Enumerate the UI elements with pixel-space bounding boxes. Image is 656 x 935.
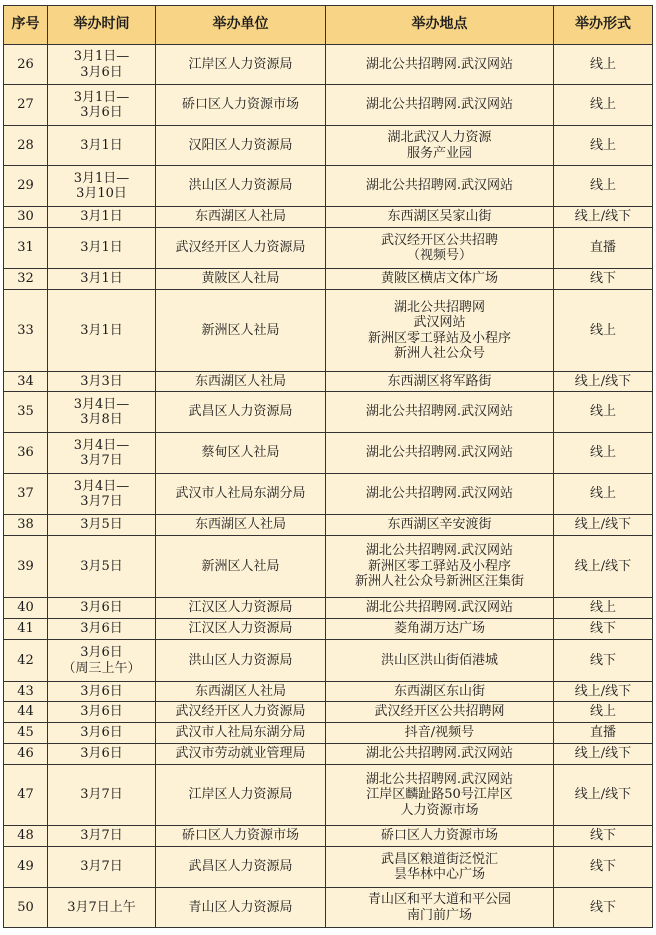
header-row	[4, 6, 653, 45]
cell-format: 线下	[554, 826, 653, 847]
cell-location: 武昌区粮道街泛悦汇 昙华林中心广场	[326, 847, 554, 888]
cell-time: 3月5日	[48, 515, 156, 536]
cell-number: 28	[4, 126, 48, 166]
cell-number: 41	[4, 619, 48, 640]
cell-time: 3月4日— 3月8日	[48, 392, 156, 433]
table-row	[4, 598, 653, 619]
cell-location: 湖北公共招聘网 武汉网站 新洲区零工驿站及小程序 新洲人社公众号	[326, 290, 554, 372]
cell-number: 36	[4, 433, 48, 474]
cell-time: 3月7日	[48, 847, 156, 888]
table-row	[4, 619, 653, 640]
cell-location: 东西湖区东山街	[326, 682, 554, 702]
cell-number: 30	[4, 207, 48, 228]
table-row	[4, 847, 653, 888]
cell-format: 线上	[554, 166, 653, 207]
table-row	[4, 433, 653, 474]
cell-format: 直播	[554, 228, 653, 269]
cell-organizer: 江汉区人力资源局	[156, 598, 326, 619]
cell-format: 线上	[554, 392, 653, 433]
cell-format: 线上/线下	[554, 207, 653, 228]
cell-organizer: 青山区人力资源局	[156, 888, 326, 928]
cell-number: 45	[4, 723, 48, 744]
table-row	[4, 126, 653, 166]
cell-format: 线上	[554, 474, 653, 515]
cell-time: 3月3日	[48, 372, 156, 392]
table-row	[4, 826, 653, 847]
cell-time: 3月6日	[48, 598, 156, 619]
cell-format: 线上/线下	[554, 372, 653, 392]
cell-format: 线上/线下	[554, 744, 653, 765]
cell-format: 线上	[554, 85, 653, 126]
cell-format: 线上/线下	[554, 515, 653, 536]
cell-format: 线上	[554, 45, 653, 85]
cell-organizer: 武汉经开区人力资源局	[156, 702, 326, 723]
cell-time: 3月5日	[48, 536, 156, 598]
cell-location: 湖北公共招聘网.武汉网站	[326, 433, 554, 474]
header-time: 举办时间	[48, 6, 156, 45]
cell-format: 线上	[554, 702, 653, 723]
cell-location: 抖音/视频号	[326, 723, 554, 744]
cell-time: 3月1日	[48, 126, 156, 166]
cell-number: 44	[4, 702, 48, 723]
cell-organizer: 黄陂区人社局	[156, 269, 326, 290]
cell-format: 线上/线下	[554, 682, 653, 702]
cell-location: 湖北公共招聘网.武汉网站	[326, 744, 554, 765]
cell-location: 湖北公共招聘网.武汉网站	[326, 45, 554, 85]
cell-format: 线下	[554, 640, 653, 682]
cell-time: 3月1日	[48, 228, 156, 269]
cell-time: 3月1日	[48, 207, 156, 228]
cell-number: 32	[4, 269, 48, 290]
cell-organizer: 武昌区人力资源局	[156, 847, 326, 888]
cell-organizer: 武汉市人社局东湖分局	[156, 723, 326, 744]
cell-location: 青山区和平大道和平公园 南门前广场	[326, 888, 554, 928]
cell-format: 直播	[554, 723, 653, 744]
table-row	[4, 474, 653, 515]
cell-organizer: 江汉区人力资源局	[156, 619, 326, 640]
cell-location: 硚口区人力资源市场	[326, 826, 554, 847]
cell-organizer: 武汉经开区人力资源局	[156, 228, 326, 269]
cell-format: 线上/线下	[554, 765, 653, 826]
cell-location: 湖北公共招聘网.武汉网站	[326, 166, 554, 207]
cell-location: 湖北公共招聘网.武汉网站	[326, 598, 554, 619]
cell-time: 3月1日— 3月10日	[48, 166, 156, 207]
table-header	[4, 6, 653, 45]
cell-format: 线下	[554, 888, 653, 928]
cell-organizer: 新洲区人社局	[156, 536, 326, 598]
cell-format: 线上	[554, 290, 653, 372]
cell-location: 洪山区洪山街佰港城	[326, 640, 554, 682]
table-row	[4, 702, 653, 723]
cell-time: 3月7日	[48, 765, 156, 826]
cell-number: 42	[4, 640, 48, 682]
table-row	[4, 765, 653, 826]
cell-format: 线下	[554, 847, 653, 888]
cell-organizer: 东西湖区人社局	[156, 207, 326, 228]
cell-organizer: 江岸区人力资源局	[156, 45, 326, 85]
cell-location: 东西湖区将军路街	[326, 372, 554, 392]
cell-number: 35	[4, 392, 48, 433]
cell-organizer: 东西湖区人社局	[156, 515, 326, 536]
cell-location: 湖北公共招聘网.武汉网站 江岸区麟趾路50号江岸区 人力资源市场	[326, 765, 554, 826]
table-row	[4, 888, 653, 928]
cell-number: 38	[4, 515, 48, 536]
cell-location: 黄陂区横店文体广场	[326, 269, 554, 290]
cell-number: 40	[4, 598, 48, 619]
cell-format: 线下	[554, 269, 653, 290]
cell-number: 43	[4, 682, 48, 702]
cell-time: 3月6日 （周三上午）	[48, 640, 156, 682]
table-row	[4, 269, 653, 290]
cell-time: 3月6日	[48, 619, 156, 640]
table-row	[4, 536, 653, 598]
cell-number: 50	[4, 888, 48, 928]
cell-time: 3月1日	[48, 290, 156, 372]
cell-location: 湖北武汉人力资源 服务产业园	[326, 126, 554, 166]
cell-location: 湖北公共招聘网.武汉网站	[326, 392, 554, 433]
cell-location: 湖北公共招聘网.武汉网站	[326, 474, 554, 515]
cell-number: 37	[4, 474, 48, 515]
cell-number: 26	[4, 45, 48, 85]
header-number: 序号	[4, 6, 48, 45]
cell-time: 3月1日— 3月6日	[48, 45, 156, 85]
header-location: 举办地点	[326, 6, 554, 45]
cell-organizer: 汉阳区人力资源局	[156, 126, 326, 166]
cell-location: 武汉经开区公共招聘网	[326, 702, 554, 723]
cell-organizer: 武汉市人社局东湖分局	[156, 474, 326, 515]
cell-number: 48	[4, 826, 48, 847]
cell-time: 3月7日	[48, 826, 156, 847]
cell-location: 菱角湖万达广场	[326, 619, 554, 640]
cell-number: 33	[4, 290, 48, 372]
cell-format: 线上/线下	[554, 536, 653, 598]
cell-number: 34	[4, 372, 48, 392]
cell-organizer: 武汉市劳动就业管理局	[156, 744, 326, 765]
table-row	[4, 207, 653, 228]
cell-location: 湖北公共招聘网.武汉网站	[326, 85, 554, 126]
table-row	[4, 682, 653, 702]
table-row	[4, 45, 653, 85]
table-row	[4, 640, 653, 682]
cell-organizer: 洪山区人力资源局	[156, 166, 326, 207]
cell-location: 湖北公共招聘网.武汉网站 新洲区零工驿站及小程序 新洲人社公众号新洲区汪集街	[326, 536, 554, 598]
schedule-table	[3, 5, 653, 928]
cell-time: 3月6日	[48, 682, 156, 702]
cell-time: 3月1日— 3月6日	[48, 85, 156, 126]
cell-format: 线上	[554, 433, 653, 474]
cell-location: 武汉经开区公共招聘 （视频号）	[326, 228, 554, 269]
cell-organizer: 洪山区人力资源局	[156, 640, 326, 682]
cell-organizer: 东西湖区人社局	[156, 372, 326, 392]
cell-number: 49	[4, 847, 48, 888]
table-row	[4, 290, 653, 372]
table-body	[4, 45, 653, 928]
cell-format: 线上	[554, 598, 653, 619]
table-row	[4, 166, 653, 207]
table-row	[4, 392, 653, 433]
cell-time: 3月4日— 3月7日	[48, 474, 156, 515]
table-row	[4, 515, 653, 536]
cell-location: 东西湖区吴家山街	[326, 207, 554, 228]
cell-organizer: 新洲区人社局	[156, 290, 326, 372]
cell-time: 3月6日	[48, 702, 156, 723]
cell-format: 线下	[554, 619, 653, 640]
cell-time: 3月7日上午	[48, 888, 156, 928]
cell-organizer: 蔡甸区人社局	[156, 433, 326, 474]
table-row	[4, 85, 653, 126]
header-format: 举办形式	[554, 6, 653, 45]
cell-organizer: 硚口区人力资源市场	[156, 826, 326, 847]
cell-organizer: 武昌区人力资源局	[156, 392, 326, 433]
table-row	[4, 228, 653, 269]
cell-organizer: 东西湖区人社局	[156, 682, 326, 702]
cell-time: 3月6日	[48, 744, 156, 765]
table-row	[4, 372, 653, 392]
cell-time: 3月6日	[48, 723, 156, 744]
header-organizer: 举办单位	[156, 6, 326, 45]
cell-organizer: 江岸区人力资源局	[156, 765, 326, 826]
cell-time: 3月1日	[48, 269, 156, 290]
cell-number: 39	[4, 536, 48, 598]
table-row	[4, 744, 653, 765]
cell-time: 3月4日— 3月7日	[48, 433, 156, 474]
cell-format: 线上	[554, 126, 653, 166]
cell-number: 31	[4, 228, 48, 269]
cell-number: 27	[4, 85, 48, 126]
cell-location: 东西湖区辛安渡街	[326, 515, 554, 536]
cell-number: 47	[4, 765, 48, 826]
cell-number: 46	[4, 744, 48, 765]
table-row	[4, 723, 653, 744]
cell-organizer: 硚口区人力资源市场	[156, 85, 326, 126]
cell-number: 29	[4, 166, 48, 207]
